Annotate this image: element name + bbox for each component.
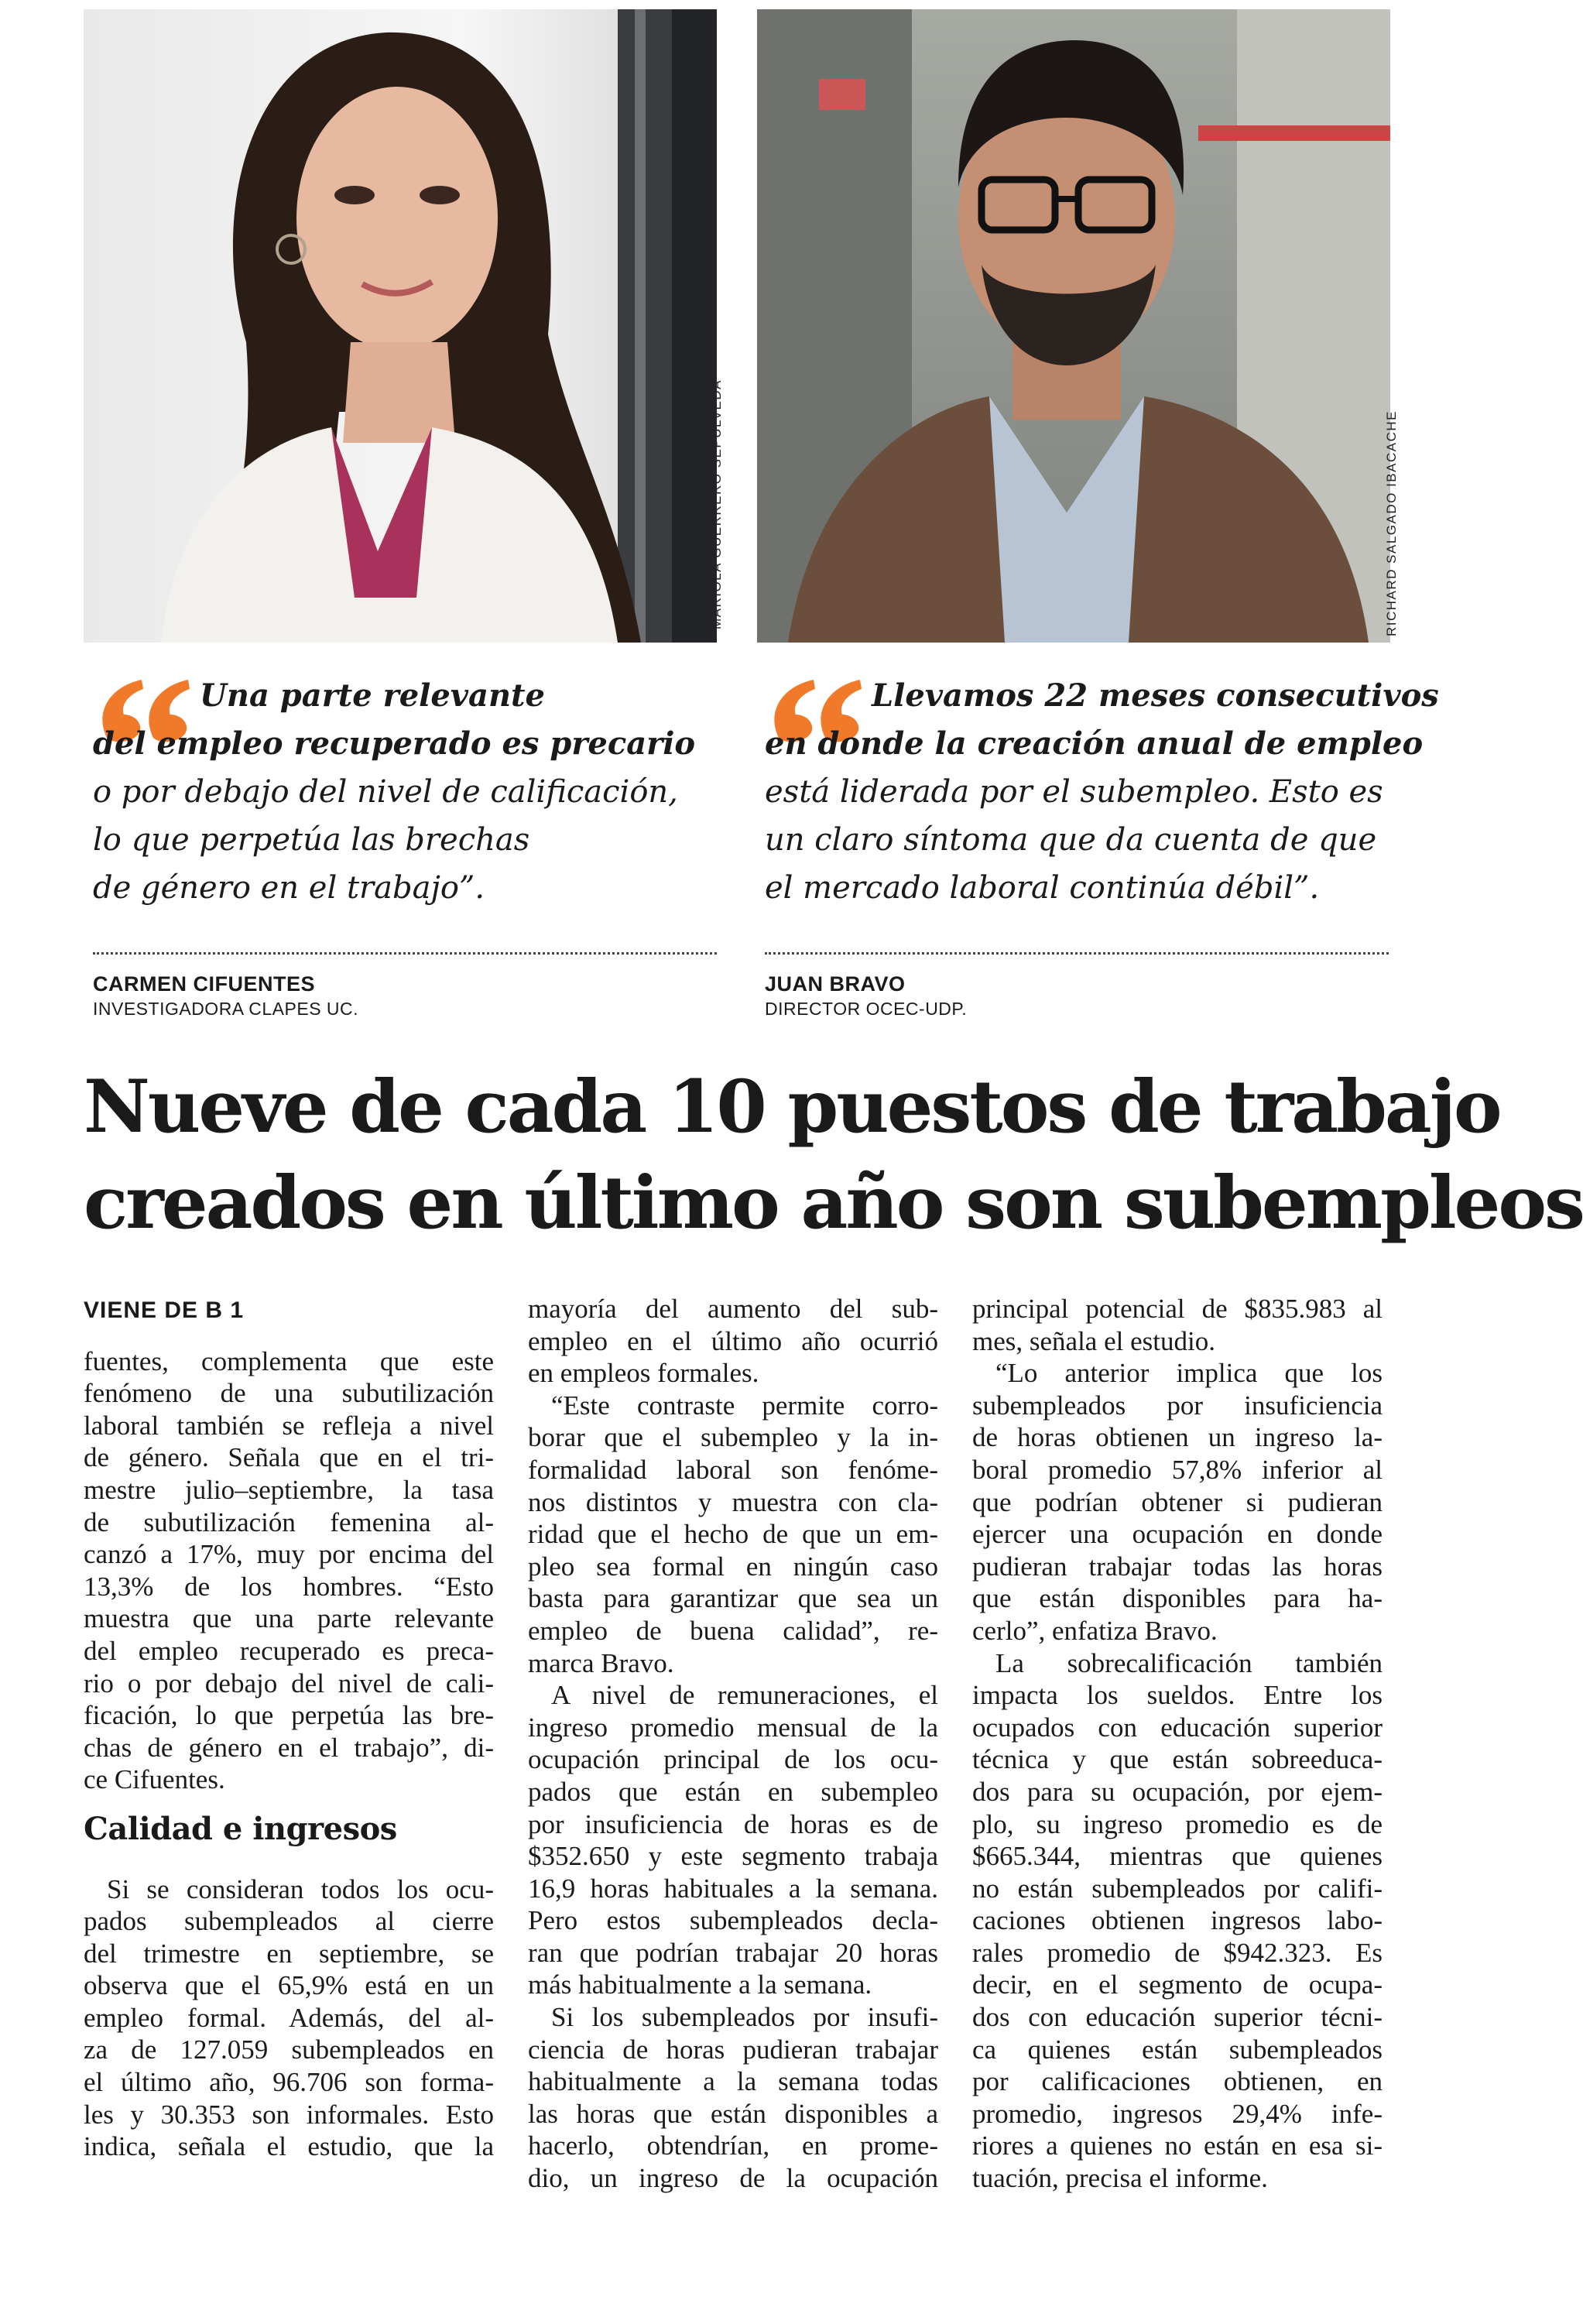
article-line: hacerlo, obtendrían, en prome-	[528, 2130, 938, 2161]
article-line: Si los subempleados por insufi-	[551, 2002, 938, 2033]
article-line: principal potencial de $835.983 al	[972, 1294, 1383, 1324]
quote-line: de género en el trabajo”.	[93, 870, 485, 906]
article-line: habitualmente a la semana todas	[528, 2066, 938, 2097]
article-line: za de 127.059 subempleados en	[84, 2034, 494, 2065]
quote-line: Una parte relevante	[200, 677, 545, 714]
article-line: ran que podrían trabajar 20 horas	[528, 1937, 938, 1968]
article-line: Si se consideran todos los ocu-	[107, 1873, 494, 1904]
quote-line: en donde la creación anual de empleo	[765, 725, 1424, 762]
photo-credit-right: RICHARD SALGADO IBACACHE	[1384, 410, 1399, 636]
quote-text-left	[93, 672, 695, 912]
article-line: 16,9 horas habituales a la semana.	[528, 1873, 938, 1904]
article-column-3	[972, 1293, 1383, 2195]
article-line: de horas obtienen un ingreso la-	[972, 1422, 1383, 1453]
article-line: indica, señala el estudio, que la	[84, 2131, 494, 2162]
divider	[93, 952, 717, 955]
quote-line: lo que perpetúa las brechas	[93, 822, 530, 858]
article-line: observa que el 65,9% está en un	[84, 1970, 494, 2001]
article-line: ce Cifuentes.	[84, 1764, 225, 1795]
article-line: dos para su ocupación, por ejem-	[972, 1776, 1383, 1807]
subhead: Calidad e ingresos	[84, 1810, 397, 1847]
article-line: por calificaciones obtienen, en	[972, 2066, 1383, 2097]
source-role-right: DIRECTOR OCEC-UDP.	[765, 999, 968, 1019]
article-line: muestra que una parte relevante	[84, 1603, 494, 1634]
article-line: no están subempleados por califi-	[972, 1873, 1383, 1904]
article-line: de género. Señala que en el tri-	[84, 1442, 494, 1473]
article-line: “Este contraste permite corro-	[551, 1390, 938, 1421]
article-line: cerlo”, enfatiza Bravo.	[972, 1615, 1218, 1646]
article-line: las horas que están disponibles a	[528, 2098, 938, 2129]
article-line: fuentes, complementa que este	[84, 1345, 494, 1376]
article-line: $352.650 y este segmento trabaja	[528, 1841, 938, 1872]
article-line: impacta los sueldos. Entre los	[972, 1680, 1383, 1711]
article-line: del empleo recuperado es preca-	[84, 1635, 494, 1666]
article-line: tuación, precisa el informe.	[972, 2163, 1268, 2194]
article-line: técnica y que están sobreeduca-	[972, 1744, 1383, 1775]
article-line: que están disponibles para ha-	[972, 1583, 1383, 1614]
article-line: dos con educación superior técni-	[972, 2002, 1383, 2033]
article-column-2	[528, 1293, 938, 2195]
article-line: laboral también se refleja a nivel	[84, 1410, 494, 1441]
article-line: mes, señala el estudio.	[972, 1325, 1215, 1356]
quote-line: está liderada por el subempleo. Esto es	[765, 774, 1383, 810]
article-line: La sobrecalificación también	[995, 1647, 1383, 1678]
quote-line: del empleo recuperado es precario	[93, 725, 696, 762]
article-line: en empleos formales.	[528, 1358, 759, 1389]
article-line: marca Bravo.	[528, 1647, 674, 1678]
article-line: decir, en el segmento de ocupa-	[972, 1969, 1383, 2000]
headline-line: creados en último año son subempleos	[84, 1160, 1583, 1246]
article-line: plo, su ingreso promedio es de	[972, 1808, 1383, 1839]
article-line: empleo de buena calidad”, re-	[528, 1615, 938, 1646]
article-line: “Lo anterior implica que los	[995, 1358, 1383, 1389]
article-line: formalidad laboral son fenóme-	[528, 1454, 938, 1485]
article-line: ciencia de horas pudieran trabajar	[528, 2034, 938, 2065]
article-line: mayoría del aumento del sub-	[528, 1294, 938, 1324]
source-name-left: CARMEN CIFUENTES	[93, 972, 316, 996]
article-line: les y 30.353 son informales. Esto	[84, 2099, 494, 2130]
article-line: más habitualmente a la semana.	[528, 1969, 872, 2000]
article-line: A nivel de remuneraciones, el	[551, 1680, 938, 1711]
article-line: fenómeno de una subutilización	[84, 1378, 494, 1409]
article-line: $665.344, mientras que quienes	[972, 1841, 1383, 1872]
article-line: pleo sea formal en ningún caso	[528, 1551, 938, 1582]
photo-juan-bravo	[757, 9, 1390, 643]
article-line: ocupación principal de los ocu-	[528, 1744, 938, 1775]
article-line: borar que el subempleo y la in-	[528, 1422, 938, 1453]
article-line: mestre julio–septiembre, la tasa	[84, 1474, 494, 1505]
article-line: boral promedio 57,8% inferior al	[972, 1454, 1383, 1485]
article-line: empleo en el último año ocurrió	[528, 1325, 938, 1356]
article-line: dio, un ingreso de la ocupación	[528, 2163, 938, 2194]
article-line: el último año, 96.706 son forma-	[84, 2067, 494, 2098]
article-line: ocupados con educación superior	[972, 1712, 1383, 1743]
article-line: ingreso promedio mensual de la	[528, 1712, 938, 1743]
article-line: por insuficiencia de horas es de	[528, 1808, 938, 1839]
article-line: subempleados por insuficiencia	[972, 1390, 1383, 1421]
source-name-right: JUAN BRAVO	[765, 972, 906, 996]
article-line: del trimestre en septiembre, se	[84, 1938, 494, 1969]
quote-text-right	[765, 672, 1439, 912]
article-line: que podrían obtener si pudieran	[972, 1486, 1383, 1517]
kicker: VIENE DE B 1	[84, 1297, 245, 1323]
article-line: pados que están en subempleo	[528, 1776, 938, 1807]
headline-line: Nueve de cada 10 puestos de trabajo	[84, 1064, 1500, 1150]
article-line: pados subempleados al cierre	[84, 1906, 494, 1937]
article-line: pudieran trabajar todas las horas	[972, 1551, 1383, 1582]
article-line: basta para garantizar que sea un	[528, 1583, 938, 1614]
photo-credit-left: MARIOLA GUERRERO SEPÚLVEDA	[709, 379, 724, 630]
article-line: chas de género en el trabajo”, di-	[84, 1732, 494, 1763]
article-line: Pero estos subempleados decla-	[528, 1905, 938, 1936]
article-line: ca quienes están subempleados	[972, 2034, 1383, 2065]
headline	[84, 1059, 1583, 1251]
article-line: de subutilización femenina al-	[84, 1506, 494, 1537]
divider	[765, 952, 1389, 955]
article-line: ficación, lo que perpetúa las bre-	[84, 1700, 494, 1731]
article-line: rales promedio de $942.323. Es	[972, 1937, 1383, 1968]
quote-line: Llevamos 22 meses consecutivos	[872, 677, 1439, 714]
article-line: promedio, ingresos 29,4% infe-	[972, 2098, 1383, 2129]
article-line: ejercer una ocupación en donde	[972, 1519, 1383, 1550]
article-line: canzó a 17%, muy por encima del	[84, 1539, 494, 1570]
article-line: nos distintos y muestra con cla-	[528, 1486, 938, 1517]
article-column-1	[84, 1294, 494, 2163]
article-line: rio o por debajo del nivel de cali-	[84, 1668, 494, 1698]
article-line: caciones obtienen ingresos labo-	[972, 1905, 1383, 1936]
source-role-left: INVESTIGADORA CLAPES UC.	[93, 999, 359, 1019]
article-line: ridad que el hecho de que un em-	[528, 1519, 938, 1550]
quote-line: el mercado laboral continúa débil”.	[765, 870, 1320, 906]
article-line: 13,3% de los hombres. “Esto	[84, 1571, 494, 1602]
photo-carmen-cifuentes	[84, 9, 717, 643]
quote-line: un claro síntoma que da cuenta de que	[765, 822, 1377, 858]
article-line: empleo formal. Además, del al-	[84, 2002, 494, 2033]
quote-line: o por debajo del nivel de calificación,	[93, 774, 678, 810]
article-line: riores a quienes no están en esa si-	[972, 2130, 1383, 2161]
